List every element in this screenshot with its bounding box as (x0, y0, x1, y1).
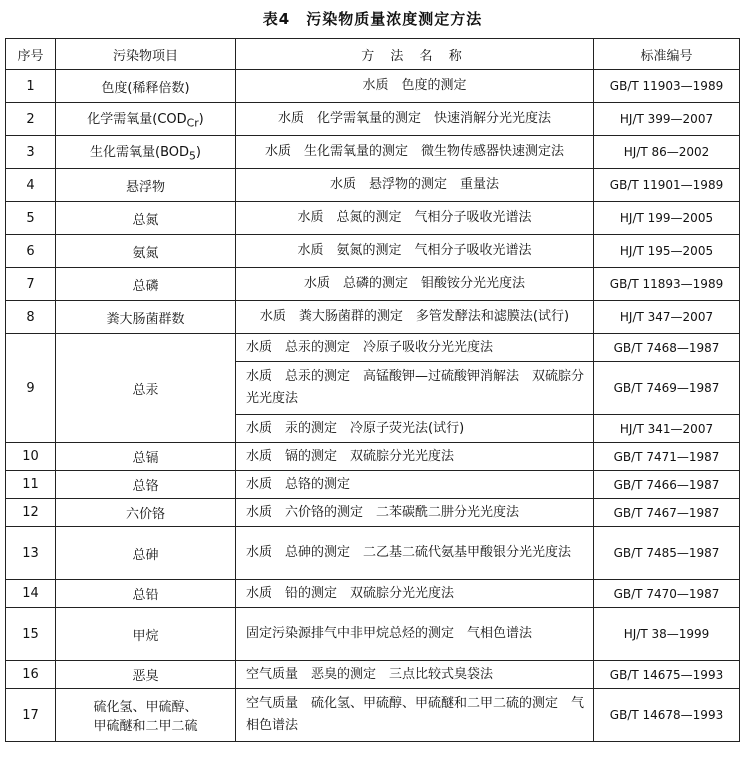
method-text: 水质 总氮的测定 气相分子吸收光谱法 (297, 210, 532, 225)
table-row (6, 608, 740, 661)
standard-number: GB/T 14678—1993 (594, 689, 740, 742)
method-text: 水质 总砷的测定 二乙基二硫代氨基甲酸银分光光度法 (246, 545, 572, 560)
method-text: 水质 六价铬的测定 二苯碳酰二肼分光光度法 (246, 504, 520, 520)
method-text: 水质 氨氮的测定 气相分子吸收光谱法 (297, 243, 532, 258)
table-row (6, 103, 740, 136)
pollutant-item: 总汞 (56, 334, 236, 443)
pollutant-item: 总铅 (56, 580, 236, 608)
standard-number: GB/T 14675—1993 (594, 661, 740, 689)
standard-number: GB/T 7466—1987 (594, 471, 740, 499)
header-method: 方 法 名 称 (236, 39, 594, 70)
row-number: 3 (6, 136, 56, 169)
row-number: 8 (6, 301, 56, 334)
pollutant-item: 恶臭 (56, 661, 236, 689)
header-seq: 序号 (6, 39, 56, 70)
method-text: 固定污染源排气中非甲烷总烃的测定 气相色谱法 (246, 626, 533, 641)
method-name (236, 235, 594, 268)
header-row (6, 39, 740, 70)
table-row (6, 70, 740, 103)
pollutant-item (56, 136, 236, 169)
table-row (6, 235, 740, 268)
table-row (6, 334, 740, 362)
method-name (236, 268, 594, 301)
method-name (236, 527, 594, 580)
standard-number: HJ/T 86—2002 (594, 136, 740, 169)
header-std: 标准编号 (594, 39, 740, 70)
standard-number: GB/T 11901—1989 (594, 169, 740, 202)
method-name (236, 70, 594, 103)
row-number: 12 (6, 499, 56, 527)
standard-number: HJ/T 399—2007 (594, 103, 740, 136)
item-line-1: 硫化氢、甲硫醇、 (93, 700, 198, 715)
pollutant-item: 悬浮物 (56, 169, 236, 202)
pollutant-item: 总镉 (56, 443, 236, 471)
row-number: 11 (6, 471, 56, 499)
row-number: 10 (6, 443, 56, 471)
row-number: 17 (6, 689, 56, 742)
row-number: 9 (6, 334, 56, 443)
standard-number: HJ/T 341—2007 (594, 415, 740, 443)
item-text: 生化需氧量(BOD (90, 145, 190, 161)
row-number: 15 (6, 608, 56, 661)
row-number: 16 (6, 661, 56, 689)
method-text: 水质 汞的测定 冷原子荧光法(试行) (246, 420, 465, 436)
row-number: 6 (6, 235, 56, 268)
method-text: 水质 粪大肠菌群的测定 多管发酵法和滤膜法(试行) (259, 309, 570, 324)
method-name (236, 443, 594, 471)
method-text: 水质 镉的测定 双硫腙分光光度法 (246, 448, 455, 464)
pollutant-item: 色度(稀释倍数) (56, 70, 236, 103)
method-text: 空气质量 硫化氢、甲硫醇、甲硫醚和二甲二硫的测定 气相色谱法 (246, 696, 585, 733)
item-line-2: 甲硫醚和二甲二硫 (93, 719, 198, 734)
table-row (6, 471, 740, 499)
standard-number: GB/T 7471—1987 (594, 443, 740, 471)
standard-number: HJ/T 347—2007 (594, 301, 740, 334)
pollutant-item: 甲烷 (56, 608, 236, 661)
row-number: 5 (6, 202, 56, 235)
pollutant-item: 总氮 (56, 202, 236, 235)
method-name (236, 169, 594, 202)
method-text: 水质 总汞的测定 冷原子吸收分光光度法 (246, 339, 494, 355)
item-suffix: ) (195, 145, 201, 161)
table-row (6, 580, 740, 608)
table-title: 表4 污染物质量浓度测定方法 (262, 10, 483, 28)
pollutant-methods-table (5, 38, 740, 742)
method-name (236, 415, 594, 443)
method-name (236, 136, 594, 169)
table-row (6, 136, 740, 169)
table-row (6, 499, 740, 527)
method-text: 水质 总磷的测定 钼酸铵分光光度法 (303, 276, 525, 291)
pollutant-item: 粪大肠菌群数 (56, 301, 236, 334)
method-name (236, 471, 594, 499)
method-name (236, 580, 594, 608)
table-row (6, 169, 740, 202)
pollutant-item: 六价铬 (56, 499, 236, 527)
standard-number: GB/T 7467—1987 (594, 499, 740, 527)
row-number: 7 (6, 268, 56, 301)
standard-number: GB/T 11903—1989 (594, 70, 740, 103)
table-row (6, 202, 740, 235)
item-suffix: ) (198, 112, 204, 128)
method-name (236, 362, 594, 415)
table-row (6, 301, 740, 334)
method-text: 空气质量 恶臭的测定 三点比较式臭袋法 (246, 666, 494, 682)
method-name (236, 202, 594, 235)
method-name (236, 499, 594, 527)
item-subscript: Cr (186, 116, 199, 130)
pollutant-item: 氨氮 (56, 235, 236, 268)
standard-number: GB/T 11893—1989 (594, 268, 740, 301)
method-name (236, 103, 594, 136)
table-row (6, 527, 740, 580)
method-text: 水质 铅的测定 双硫腙分光光度法 (246, 585, 455, 601)
pollutant-item: 总砷 (56, 527, 236, 580)
method-name (236, 334, 594, 362)
table-row (6, 661, 740, 689)
standard-number: HJ/T 38—1999 (594, 608, 740, 661)
standard-number: GB/T 7485—1987 (594, 527, 740, 580)
pollutant-item (56, 689, 236, 742)
method-name (236, 608, 594, 661)
table-row (6, 268, 740, 301)
standard-number: GB/T 7468—1987 (594, 334, 740, 362)
pollutant-item: 总铬 (56, 471, 236, 499)
item-subscript: 5 (189, 149, 196, 163)
pollutant-item: 总磷 (56, 268, 236, 301)
standard-number: GB/T 7470—1987 (594, 580, 740, 608)
standard-number: HJ/T 195—2005 (594, 235, 740, 268)
row-number: 14 (6, 580, 56, 608)
method-name (236, 689, 594, 742)
item-text: 化学需氧量(COD (87, 112, 187, 128)
header-item: 污染物项目 (56, 39, 236, 70)
table-row (6, 443, 740, 471)
method-text: 水质 总铬的测定 (246, 476, 351, 492)
row-number: 13 (6, 527, 56, 580)
method-text: 水质 总汞的测定 高锰酸钾—过硫酸钾消解法 双硫腙分光光度法 (246, 369, 585, 406)
method-name (236, 661, 594, 689)
method-text: 水质 色度的测定 (362, 78, 467, 93)
table-row (6, 689, 740, 742)
standard-number: HJ/T 199—2005 (594, 202, 740, 235)
method-text: 水质 悬浮物的测定 重量法 (329, 177, 499, 192)
method-text: 水质 化学需氧量的测定 快速消解分光光度法 (277, 111, 551, 126)
method-name (236, 301, 594, 334)
row-number: 1 (6, 70, 56, 103)
pollutant-item (56, 103, 236, 136)
row-number: 2 (6, 103, 56, 136)
method-text: 水质 生化需氧量的测定 微生物传感器快速测定法 (264, 144, 564, 159)
standard-number: GB/T 7469—1987 (594, 362, 740, 415)
row-number: 4 (6, 169, 56, 202)
